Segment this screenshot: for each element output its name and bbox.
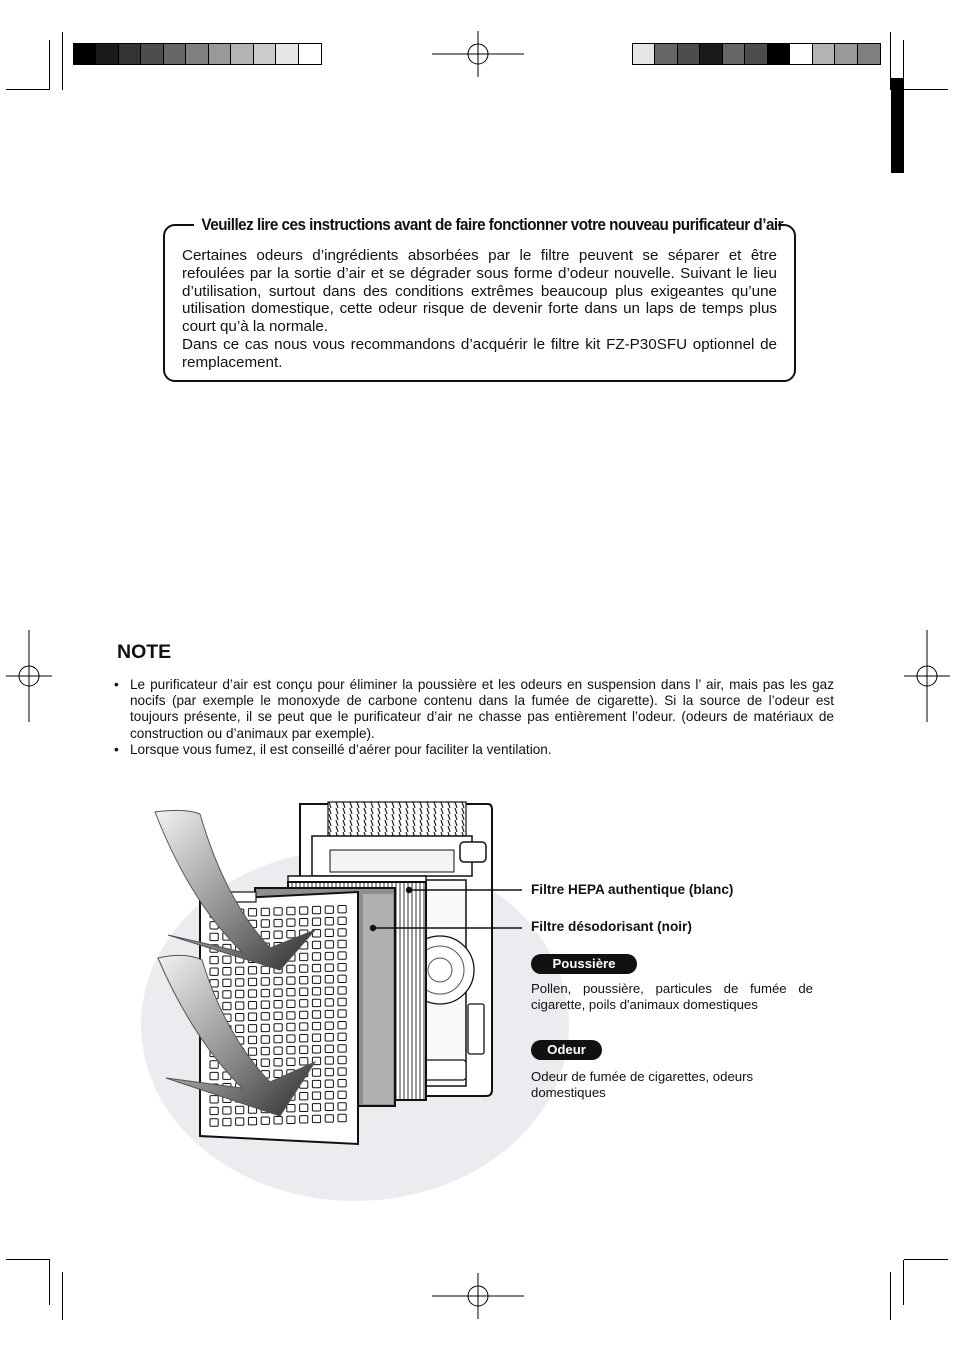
leader-dot [406, 887, 412, 893]
grille-hole [223, 1002, 231, 1009]
grille-hole [236, 1014, 244, 1021]
registration-target-icon [432, 1273, 524, 1319]
grille-hole [274, 908, 282, 915]
grille-hole [287, 907, 295, 914]
deodorizing-filter-label: Filtre désodorisant (noir) [531, 919, 692, 934]
grille-hole [287, 1047, 295, 1054]
grille-hole [325, 1068, 333, 1075]
color-swatch [700, 44, 722, 64]
grille-hole [274, 1001, 282, 1008]
grille-hole [223, 968, 231, 975]
list-item-text: Le purificateur d’air est conçu pour éliminer la poussière et les odeurs en suspension dans l’ air, mais pas les gaz nocifs (par exemple le monoxyde de carbone contenu dans la fumée de cigarette). Si la source de l’odeur est toujours présente, il se peut que le purificateur d’air ne chasse pas entièrement l’odeur. (odeurs de matériaux de construction ou d’animaux par exemple). [130, 677, 834, 741]
grille-hole [312, 1104, 320, 1111]
color-calibration-bar-right [632, 43, 881, 65]
grille-hole [274, 1070, 282, 1077]
grille-hole [338, 1114, 346, 1121]
grille-hole [274, 977, 282, 984]
grille-hole [338, 1056, 346, 1063]
color-swatch [745, 44, 767, 64]
bullet: • [114, 677, 119, 692]
grille-hole [325, 999, 333, 1006]
grille-hole [223, 1118, 231, 1125]
grille-hole [300, 988, 308, 995]
grille-hole [261, 978, 269, 985]
grille-hole [312, 964, 320, 971]
grille-hole [248, 1013, 256, 1020]
grille-hole [338, 987, 346, 994]
list-item [114, 677, 834, 742]
grille-hole [223, 1107, 231, 1114]
grille-hole [325, 1034, 333, 1041]
grille-hole [300, 1000, 308, 1007]
grille-hole [338, 1045, 346, 1052]
color-swatch [74, 44, 96, 64]
grille-hole [300, 1104, 308, 1111]
grille-hole [300, 907, 308, 914]
caution-body [182, 247, 777, 372]
odor-description: Odeur de fumée de cigarettes, odeurs domestiques [531, 1069, 754, 1101]
dust-description: Pollen, poussière, particules de fumée de cigarette, poils d'animaux domestiques [531, 981, 813, 1013]
grille-hole [325, 987, 333, 994]
list-item [114, 742, 834, 758]
grille-hole [312, 1034, 320, 1041]
grille-hole [261, 1036, 269, 1043]
grille-hole [300, 1092, 308, 1099]
color-swatch [790, 44, 812, 64]
bullet: • [114, 741, 119, 757]
grille-hole [300, 976, 308, 983]
grille-hole [261, 1117, 269, 1124]
grille-hole [338, 952, 346, 959]
grille-hole [325, 1092, 333, 1099]
hepa-filter-label: Filtre HEPA authentique (blanc) [531, 882, 734, 897]
grille-hole [325, 1103, 333, 1110]
grille-hole [261, 1001, 269, 1008]
grille-hole [287, 1116, 295, 1123]
grille-hole [287, 1012, 295, 1019]
grille-hole [274, 1059, 282, 1066]
grille-hole [261, 1047, 269, 1054]
section-tab [891, 78, 904, 173]
grille-hole [338, 929, 346, 936]
color-swatch [141, 44, 163, 64]
color-swatch [858, 44, 880, 64]
color-swatch [164, 44, 186, 64]
grille-hole [338, 964, 346, 971]
grille-hole [236, 1002, 244, 1009]
grille-hole [300, 918, 308, 925]
grille-hole [236, 990, 244, 997]
grille-hole [338, 917, 346, 924]
grille-hole [300, 1116, 308, 1123]
grille-hole [210, 1119, 218, 1126]
grille-hole [300, 953, 308, 960]
grille-hole [210, 1061, 218, 1068]
grille-hole [312, 1046, 320, 1053]
grille-hole [325, 1080, 333, 1087]
grille-hole [261, 908, 269, 915]
grille-hole [248, 1036, 256, 1043]
grille-hole [312, 1080, 320, 1087]
registration-target-icon [6, 630, 52, 722]
grille-hole [287, 965, 295, 972]
grille-hole [287, 989, 295, 996]
grille-hole [338, 906, 346, 913]
caution-paragraph: Certaines odeurs d’ingrédients absorbées par le filtre peuvent se séparer et être refoulées par la sortie d’air et se dégrader sous forme d’odeur nouvelle. Suivant le lieu d’utilisation, surtout dans des conditions extrêmes beaucoup plus exigeantes qu’une utilisation domestique, cette odeur risque de devenir forte dans un laps de temps plus court qu’à la normale. [182, 247, 777, 336]
grille-hole [274, 989, 282, 996]
caution-title: Veuillez lire ces instructions avant de faire fonctionner votre nouveau purificateur d’air [194, 214, 778, 236]
grille-hole [287, 1023, 295, 1030]
grille-hole [261, 931, 269, 938]
grille-hole [325, 976, 333, 983]
grille-hole [300, 1046, 308, 1053]
grille-hole [312, 988, 320, 995]
grille-hole [312, 918, 320, 925]
grille-hole [274, 931, 282, 938]
color-swatch [835, 44, 857, 64]
grille-hole [300, 965, 308, 972]
grille-hole [300, 1034, 308, 1041]
grille-hole [210, 933, 218, 940]
grille-hole [325, 1022, 333, 1029]
grille-hole [325, 1010, 333, 1017]
grille-hole [274, 1047, 282, 1054]
grille-hole [223, 979, 231, 986]
color-swatch [813, 44, 835, 64]
color-swatch [633, 44, 655, 64]
grille-hole [248, 1048, 256, 1055]
dust-tag: Poussière [531, 954, 637, 974]
color-swatch [209, 44, 231, 64]
grille-hole [312, 906, 320, 913]
color-swatch [231, 44, 253, 64]
registration-target-icon [904, 630, 950, 722]
grille-hole [236, 967, 244, 974]
note-heading: NOTE [117, 641, 172, 663]
color-swatch [96, 44, 118, 64]
grille-hole [248, 967, 256, 974]
color-swatch [276, 44, 298, 64]
grille-hole [312, 1092, 320, 1099]
list-item-text: Lorsque vous fumez, il est conseillé d’aérer pour faciliter la ventilation. [130, 741, 552, 757]
grille-hole [261, 966, 269, 973]
grille-hole [248, 978, 256, 985]
grille-hole [210, 1072, 218, 1079]
grille-hole [261, 989, 269, 996]
grille-hole [210, 956, 218, 963]
grille-hole [338, 1103, 346, 1110]
grille-hole [261, 920, 269, 927]
grille-hole [325, 1115, 333, 1122]
grille-hole [300, 1011, 308, 1018]
grille-hole [325, 941, 333, 948]
grille-hole [261, 1013, 269, 1020]
grille-hole [236, 1025, 244, 1032]
caution-paragraph: Dans ce cas nous vous recommandons d’acquérir le filtre kit FZ-P30SFU optionnel de remplacement. [182, 335, 777, 371]
grille-hole [325, 964, 333, 971]
grille-hole [300, 1058, 308, 1065]
odor-tag: Odeur [531, 1040, 602, 1060]
grille-hole [312, 953, 320, 960]
grille-hole [312, 941, 320, 948]
grille-hole [287, 1035, 295, 1042]
note-list [114, 677, 834, 758]
grille-hole [287, 919, 295, 926]
grille-hole [325, 1045, 333, 1052]
color-swatch [678, 44, 700, 64]
color-calibration-bar-left [73, 43, 322, 65]
grille-hole [338, 1033, 346, 1040]
grille-hole [223, 956, 231, 963]
grille-hole [248, 1025, 256, 1032]
grille-hole [274, 1012, 282, 1019]
grille-hole [287, 1000, 295, 1007]
color-swatch [186, 44, 208, 64]
grille-hole [210, 968, 218, 975]
grille-hole [312, 1022, 320, 1029]
grille-hole [236, 1106, 244, 1113]
color-swatch [655, 44, 677, 64]
color-swatch [119, 44, 141, 64]
grille-hole [325, 952, 333, 959]
grille-hole [210, 1107, 218, 1114]
grille-hole [261, 1024, 269, 1031]
registration-target-icon [432, 31, 524, 77]
grille-hole [274, 1035, 282, 1042]
grille-hole [287, 1105, 295, 1112]
grille-hole [287, 931, 295, 938]
grille-hole [210, 1096, 218, 1103]
grille-hole [312, 1115, 320, 1122]
grille-hole [236, 979, 244, 986]
color-swatch [723, 44, 745, 64]
leader-dot [370, 925, 376, 931]
grille-hole [287, 1058, 295, 1065]
grille-hole [300, 1023, 308, 1030]
grille-hole [274, 1024, 282, 1031]
grille-hole [287, 977, 295, 984]
grille-hole [338, 998, 346, 1005]
grille-hole [338, 1068, 346, 1075]
grille-hole [312, 976, 320, 983]
grille-hole [338, 940, 346, 947]
grille-hole [338, 975, 346, 982]
grille-hole [248, 990, 256, 997]
grille-hole [325, 1057, 333, 1064]
grille-hole [338, 1022, 346, 1029]
grille-hole [338, 1091, 346, 1098]
grille-hole [274, 1117, 282, 1124]
grille-hole [248, 909, 256, 916]
grille-hole [248, 1117, 256, 1124]
color-swatch [299, 44, 321, 64]
grille-hole [312, 1069, 320, 1076]
grille-hole [325, 906, 333, 913]
color-swatch [254, 44, 276, 64]
air-purifier-filter-diagram [130, 790, 590, 1210]
grille-hole [325, 918, 333, 925]
grille-hole [248, 1001, 256, 1008]
color-swatch [768, 44, 790, 64]
grille-hole [325, 929, 333, 936]
grille-hole [236, 1118, 244, 1125]
grille-hole [261, 1059, 269, 1066]
grille-hole [312, 1011, 320, 1018]
grille-hole [338, 1080, 346, 1087]
grille-hole [274, 919, 282, 926]
grille-hole [223, 991, 231, 998]
grille-hole [312, 999, 320, 1006]
grille-hole [338, 1010, 346, 1017]
